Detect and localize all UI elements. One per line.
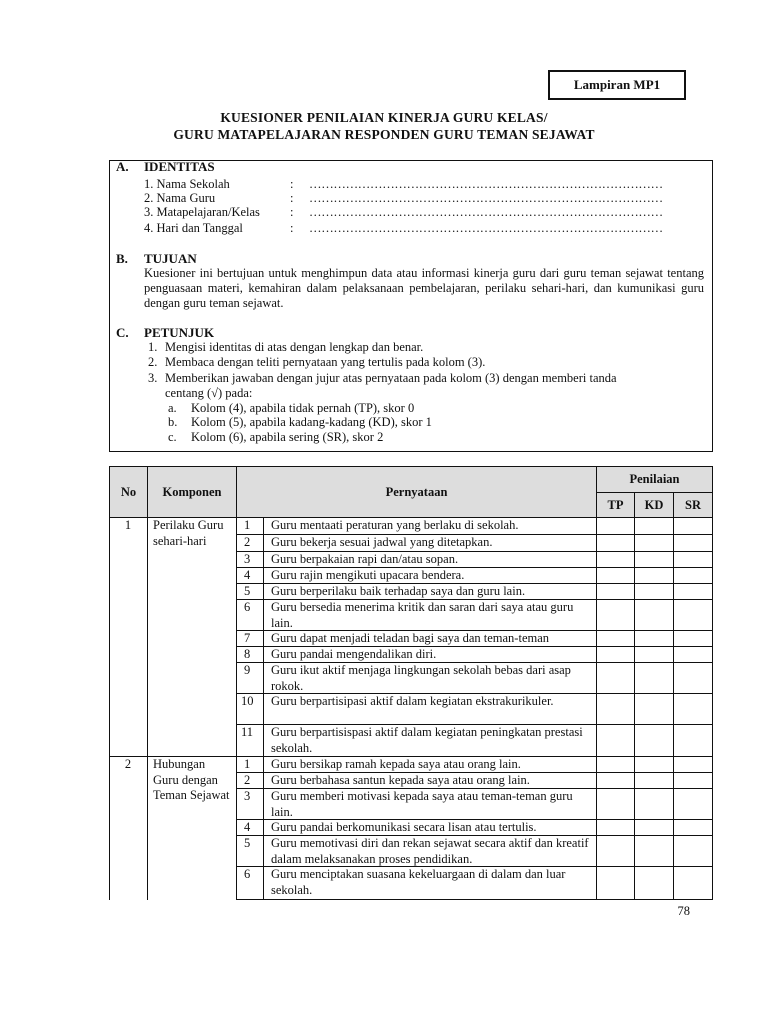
header-komponen: Komponen [147,466,237,518]
statement-number: 5 [244,836,251,850]
statement-number: 4 [244,568,251,582]
sub-item-text: Kolom (6), apabila sering (SR), skor 2 [191,430,384,444]
instruction-number: 3. [148,371,158,385]
page-title-line-1: KUESIONER PENILAIAN KINERJA GURU KELAS/ [220,110,548,125]
statement-number: 1 [244,757,251,771]
statement-text: Guru memotivasi diri dan rekan sejawat secara aktif dan kreatif dalam melaksanakan proses pendidikan. [271,836,589,866]
sub-item-text: Kolom (5), apabila kadang-kadang (KD), skor 1 [191,415,432,429]
instruction-number: 2. [148,355,158,369]
field-label-hari-tanggal: 4. Hari dan Tanggal [144,221,243,235]
table-border [596,517,597,900]
field-value-hari-tanggal[interactable]: …………………………………………………………………………… [309,221,663,235]
field-value-nama-sekolah[interactable]: …………………………………………………………………………… [309,177,663,191]
header-penilaian: Penilaian [596,466,713,493]
section-b-letter: B. [116,251,128,266]
statement-text: Guru berpartisipasi aktif dalam kegiatan ekstrakurikuler. [271,694,554,708]
table-border [236,517,237,900]
statement-number: 4 [244,820,251,834]
instruction-text: Membaca dengan teliti pernyataan yang tertulis pada kolom (3). [165,355,486,369]
section-c-letter: C. [116,325,129,340]
field-colon: : [290,177,294,191]
statement-text: Guru berpartisispasi aktif dalam kegiatan peningkatan prestasi sekolah. [271,725,583,755]
section-c-heading: PETUNJUK [144,325,215,340]
section-b-text: Kuesioner ini bertujuan untuk menghimpun data atau informasi kinerja guru dari guru teman sejawat tentang penguasaan materi, kemahiran dalam pelaksanaan pembelajaran, perilaku sehari-hari, dan kumunikasi guru dengan guru teman sejawat. [144,266,704,310]
statement-number: 2 [244,535,251,549]
statement-text: Guru berpakaian rapi dan/atau sopan. [271,552,459,566]
statement-number: 3 [244,552,251,566]
statement-text: Guru mentaati peraturan yang berlaku di sekolah. [271,518,519,532]
table-border [263,517,264,900]
header-kd: KD [634,492,674,518]
table-border [673,517,674,900]
statement-text: Guru pandai berkomunikasi secara lisan atau tertulis. [271,820,537,834]
sub-item-text: Kolom (4), apabila tidak pernah (TP), skor 0 [191,401,415,415]
statement-text: Guru menciptakan suasana kekeluargaan di dalam dan luar sekolah. [271,867,566,897]
statement-text: Guru pandai mengendalikan diri. [271,647,437,661]
field-label-nama-guru: 2. Nama Guru [144,191,216,205]
section-a-heading: IDENTITAS [144,159,215,174]
table-border [712,517,713,900]
statement-number: 5 [244,584,251,598]
header-sr: SR [673,492,713,518]
statement-number: 9 [244,663,251,677]
statement-number: 6 [244,867,251,881]
instruction-text: Memberikan jawaban dengan jujur atas pernyataan pada kolom (3) dengan memberi tanda [165,371,617,385]
statement-number: 3 [244,789,251,803]
statement-number: 10 [241,694,254,708]
field-value-nama-guru[interactable]: …………………………………………………………………………… [309,191,663,205]
table-border [109,517,110,900]
page-number: 78 [677,904,690,918]
statement-number: 7 [244,631,251,645]
header-no: No [109,466,148,518]
table-border [147,517,148,900]
table-bottom-border [236,899,713,900]
group-komponen: Perilaku Guru sehari-hari [153,518,224,548]
field-colon: : [290,221,294,235]
statement-text: Guru rajin mengikuti upacara bendera. [271,568,465,582]
group-number: 2 [124,757,132,771]
statement-number: 11 [241,725,254,739]
statement-text: Guru berbahasa santun kepada saya atau orang lain. [271,773,530,787]
instruction-text-continued: centang (√) pada: [165,386,253,400]
statement-number: 1 [244,518,251,532]
field-label-matapelajaran: 3. Matapelajaran/Kelas [144,205,260,219]
statement-number: 2 [244,773,251,787]
page-title-line-2: GURU MATAPELAJARAN RESPONDEN GURU TEMAN SEJAWAT [173,127,595,142]
statement-text: Guru bersikap ramah kepada saya atau orang lain. [271,757,521,771]
statement-text: Guru berperilaku baik terhadap saya dan guru lain. [271,584,526,598]
table-border [634,517,635,900]
section-b-heading: TUJUAN [144,251,197,266]
group-number: 1 [124,518,132,532]
field-colon: : [290,205,294,219]
field-colon: : [290,191,294,205]
section-a-letter: A. [116,159,129,174]
statement-text: Guru bersedia menerima kritik dan saran dari saya atau guru lain. [271,600,574,630]
field-value-matapelajaran[interactable]: …………………………………………………………………………… [309,205,663,219]
sub-item-letter: b. [168,415,178,429]
statement-number: 8 [244,647,251,661]
sub-item-letter: a. [168,401,177,415]
header-pernyataan: Pernyataan [236,466,597,518]
statement-text: Guru dapat menjadi teladan bagi saya dan teman-teman [271,631,550,645]
sub-item-letter: c. [168,430,177,444]
instruction-text: Mengisi identitas di atas dengan lengkap dan benar. [165,340,424,354]
instruction-number: 1. [148,340,158,354]
statement-text: Guru ikut aktif menjaga lingkungan sekolah bebas dari asap rokok. [271,663,571,693]
header-tp: TP [596,492,635,518]
group-komponen: Hubungan Guru dengan Teman Sejawat [153,757,230,802]
attachment-label: Lampiran MP1 [548,70,686,100]
statement-text: Guru memberi motivasi kepada saya atau teman-teman guru lain. [271,789,573,819]
field-label-nama-sekolah: 1. Nama Sekolah [144,177,230,191]
statement-number: 6 [244,600,251,614]
statement-text: Guru bekerja sesuai jadwal yang ditetapkan. [271,535,493,549]
